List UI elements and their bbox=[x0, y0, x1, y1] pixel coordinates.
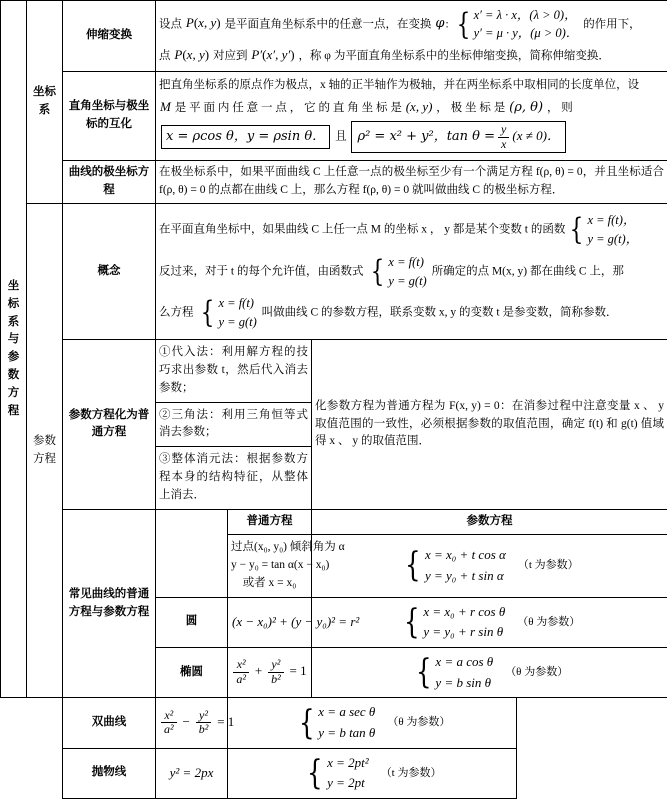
ellipse-param-system bbox=[413, 652, 493, 694]
brace-icon: { bbox=[456, 6, 470, 42]
ellipse-rhs: = 1 bbox=[289, 663, 307, 679]
ellipse-den-1: a² bbox=[233, 672, 249, 687]
boxed2-rhs: (x ≠ 0)． bbox=[512, 127, 560, 143]
scaling-text-2: 是平面直角坐标系中的任意一点，在变换 bbox=[224, 17, 432, 30]
table-row bbox=[1, 510, 667, 535]
curve-name-hyperbola: 双曲线 bbox=[63, 698, 156, 748]
fraction-y-over-x bbox=[498, 123, 509, 152]
brace-icon: { bbox=[298, 702, 315, 743]
cell-polar-convert-content bbox=[156, 71, 667, 160]
curve-parametric-parabola bbox=[228, 748, 517, 798]
fraction-denominator: x bbox=[498, 137, 509, 152]
row-label-concept: 概念 bbox=[63, 204, 156, 339]
ellipse-den-2: b² bbox=[268, 672, 284, 687]
main-title: 坐标系与参数方程 bbox=[1, 1, 27, 698]
curve-parametric-line bbox=[312, 534, 667, 597]
boxed-formula-rect-from-polar: x = ρcos θ，y = ρsin θ． bbox=[161, 125, 330, 149]
point-m-symbol: M bbox=[160, 98, 171, 114]
polar-convert-text-4: ， 则 bbox=[546, 101, 573, 114]
hyperbola-param-system bbox=[296, 702, 376, 744]
concept-sys1-y: y = g(t)， bbox=[587, 232, 639, 247]
ellipse-num-1: x² bbox=[236, 657, 246, 672]
brace-icon: { bbox=[570, 212, 584, 248]
curve-ordinary-parabola bbox=[156, 748, 228, 798]
row-label-scaling: 伸缩变换 bbox=[63, 1, 156, 72]
circle-param-note: （θ 为参数） bbox=[517, 615, 581, 628]
brace-icon: { bbox=[201, 295, 215, 331]
row-label-common-curves: 常见曲线的普通方程与参数方程 bbox=[63, 510, 156, 698]
hyperbola-frac-y bbox=[196, 709, 212, 738]
parabola-param-note: （t 为参数） bbox=[380, 766, 442, 779]
table-row bbox=[1, 339, 667, 509]
brace-icon: { bbox=[405, 545, 421, 586]
method-item: ①代入法：利用解方程的技巧求出参数 t，然后代入消去参数； bbox=[156, 340, 311, 403]
point-p-prime-expr: P′(x′, y′) bbox=[251, 47, 295, 63]
cell-to-ordinary-methods bbox=[156, 339, 312, 509]
table-row bbox=[1, 698, 667, 748]
curve-name-circle: 圆 bbox=[156, 597, 228, 647]
concept-system-1 bbox=[567, 211, 638, 249]
brace-icon: { bbox=[415, 652, 432, 693]
polar-convert-text-2: 是 平 面 内 任 意 一 点 ， 它 的 直 角 坐 标 是 bbox=[174, 101, 402, 114]
table-row bbox=[1, 71, 667, 160]
line-ordinary-3: 或者 x = x₀ bbox=[242, 576, 297, 589]
brace-icon: { bbox=[307, 753, 324, 794]
boxed2-lhs: ρ² = x² + y²，tan θ = bbox=[357, 128, 496, 144]
circle-param-y: y = y₀ + r sin θ bbox=[423, 624, 504, 640]
rect-coords-expr: (x, y) bbox=[405, 98, 433, 114]
curve-name-parabola: 抛物线 bbox=[63, 748, 156, 798]
concept-system-3 bbox=[198, 294, 256, 332]
concept-text-1: 在平面直角坐标中，如果曲线 C 上任一点 M 的坐标 x ， y 都是某个变数 t 的函数 bbox=[159, 223, 566, 236]
brace-icon: { bbox=[403, 602, 420, 643]
concept-text-4: 么方程 bbox=[159, 306, 194, 319]
section-parametric-equation: 参数方程 bbox=[27, 204, 63, 698]
concept-sys2-y: y = g(t) bbox=[388, 273, 427, 288]
circle-param-system bbox=[401, 602, 506, 644]
line-ordinary-1: 过点(x₀, y₀) 倾斜角为 α bbox=[231, 540, 345, 553]
line-param-note: （t 为参数） bbox=[517, 559, 579, 572]
parabola-param-y: y = 2pt bbox=[327, 775, 365, 791]
curve-label-spacer bbox=[1, 748, 63, 798]
hyperbola-den-1: a² bbox=[161, 722, 177, 737]
concept-text-3: 所确定的点 M(x, y) 都在曲线 C 上，那 bbox=[431, 265, 624, 278]
line-param-x: x = x₀ + t cos α bbox=[424, 546, 506, 562]
brace-icon: { bbox=[371, 253, 385, 289]
section-coordinate-system: 坐标系 bbox=[27, 1, 63, 204]
ellipse-operator: + bbox=[254, 663, 263, 679]
polar-convert-text-3: ， 极 坐 标 是 bbox=[436, 101, 506, 114]
ellipse-param-note: （θ 为参数） bbox=[505, 666, 569, 679]
hyperbola-num-1: x² bbox=[164, 707, 174, 722]
phi-symbol: φ bbox=[435, 15, 445, 31]
hyperbola-frac-x bbox=[161, 709, 177, 738]
curve-name-spacer bbox=[156, 510, 228, 598]
parabola-ordinary-eq: y² = 2px bbox=[169, 765, 214, 781]
polar-convert-line-1: 把直角坐标系的原点作为极点，x 轴的正半轴作为极轴，并在两坐标系中取相同的长度单位，设 bbox=[159, 78, 640, 91]
line-param-y: y = y₀ + t sin α bbox=[424, 567, 504, 583]
table-row bbox=[1, 748, 667, 798]
hyperbola-operator: − bbox=[182, 713, 190, 729]
concept-sys2-x: x = f(t) bbox=[388, 254, 424, 269]
circle-param-x: x = x₀ + r cos θ bbox=[423, 603, 506, 619]
hyperbola-param-y: y = b tan θ bbox=[318, 724, 376, 740]
method-item: ③整体消元法：根据参数方程本身的结构特征，从整体上消去． bbox=[159, 453, 308, 501]
ellipse-frac-x bbox=[233, 658, 249, 687]
hyperbola-num-2: y² bbox=[199, 707, 208, 722]
header-ordinary-equation: 普通方程 bbox=[228, 510, 312, 535]
fraction-numerator: y bbox=[501, 121, 507, 136]
scaling-text-1: 设点 bbox=[159, 17, 182, 30]
curve-parametric-circle bbox=[312, 597, 667, 647]
cell-concept-content bbox=[156, 204, 667, 339]
parabola-param-x: x = 2pt² bbox=[327, 754, 369, 770]
polar-coords-expr: (ρ, θ) bbox=[509, 99, 544, 115]
concept-text-2: 反过来，对于 t 的每个允许值，由函数式 bbox=[159, 265, 364, 278]
method-item: ②三角法：利用三角恒等式消去参数； bbox=[156, 403, 311, 447]
circle-ordinary-eq: (x − x₀)² + (y − y₀)² = r² bbox=[232, 614, 360, 630]
cell-scaling-content: 设点 P(x, y) 是平面直角坐标系中的任意一点，在变换 φ: { x′ = λ · x，(λ > 0)， y′ = μ · y，(μ > 0)． 的作用下， 点 P(x, y) 对应到 P′(x′, y′) ，称 φ 为平面直角坐标系中的坐标伸缩变换，简称伸缩变换． bbox=[156, 1, 667, 72]
curve-name-ellipse: 椭圆 bbox=[156, 648, 228, 698]
curve-label-spacer bbox=[1, 698, 63, 748]
row-label-polar-equation: 曲线的极坐标方程 bbox=[63, 160, 156, 204]
ellipse-param-y: y = b sin θ bbox=[435, 674, 492, 690]
scaling-text-4: 点 bbox=[159, 50, 171, 63]
scaling-eq-y: y′ = μ · y，(μ > 0)． bbox=[473, 26, 579, 41]
curve-ordinary-circle bbox=[228, 597, 360, 647]
concept-sys1-x: x = f(t)， bbox=[587, 213, 636, 228]
conjunction-text: 且 bbox=[335, 130, 347, 143]
row-label-to-ordinary bbox=[63, 339, 156, 509]
concept-text-5: 叫做曲线 C 的参数方程，联系变数 x, y 的变数 t 是参变数，简称参数． bbox=[261, 306, 618, 319]
to-ordinary-label-text: 参数方程化为普通方程 bbox=[68, 408, 150, 439]
hyperbola-param-x: x = a sec θ bbox=[318, 704, 376, 720]
line-ordinary-2: y − y₀ = tan α(x − x₀) bbox=[231, 558, 330, 571]
header-parametric-equation: 参数方程 bbox=[312, 510, 667, 535]
scaling-text-5: 对应到 bbox=[212, 50, 248, 63]
cell-to-ordinary-note: 化参数方程为普通方程为 F(x, y) = 0：在消参过程中注意变量 x 、 y 取值范围的一致性，必须根据参数的取值范围，确定 f(t) 和 g(t) 值域得 x 、 y 的取值范围． bbox=[312, 339, 667, 509]
hyperbola-param-note: （θ 为参数） bbox=[387, 716, 451, 729]
ellipse-num-2: y² bbox=[271, 657, 281, 672]
curve-ordinary-ellipse bbox=[228, 648, 312, 698]
point-p-expr-2: P(x, y) bbox=[174, 47, 210, 63]
parabola-param-system bbox=[304, 753, 368, 795]
scaling-text-3: 的作用下， bbox=[583, 17, 641, 30]
boxed-formula-polar-from-rect bbox=[351, 121, 566, 154]
scaling-eq-x: x′ = λ · x，(λ > 0)， bbox=[473, 7, 577, 22]
ellipse-frac-y bbox=[268, 658, 284, 687]
hyperbola-rhs: = 1 bbox=[217, 713, 235, 729]
curve-ordinary-line bbox=[228, 534, 345, 597]
concept-system-2 bbox=[368, 253, 426, 291]
curve-parametric-ellipse bbox=[312, 648, 667, 698]
curve-ordinary-hyperbola bbox=[156, 698, 235, 748]
ellipse-param-x: x = a cos θ bbox=[435, 653, 494, 669]
scaling-system bbox=[454, 6, 579, 44]
table-row bbox=[1, 160, 667, 204]
concept-sys3-y: y = g(t) bbox=[218, 315, 257, 330]
curve-parametric-hyperbola bbox=[228, 698, 517, 748]
table-row bbox=[1, 204, 667, 339]
scaling-text-6: ，称 φ 为平面直角坐标系中的坐标伸缩变换，简称伸缩变换． bbox=[298, 50, 610, 63]
hyperbola-den-2: b² bbox=[196, 722, 212, 737]
line-param-system bbox=[402, 545, 506, 587]
cell-polar-equation-content: 在极坐标系中，如果平面曲线 C 上任意一点的极坐标至少有一个满足方程 f(ρ, θ) = 0，并且坐标适合 f(ρ, θ) = 0 的点都在曲线 C 上，那么方程 f(ρ, θ) = 0 就叫做曲线 C 的极坐标方程． bbox=[156, 160, 667, 204]
concept-sys3-x: x = f(t) bbox=[218, 296, 254, 311]
point-p-expr: P(x, y) bbox=[185, 14, 221, 30]
table-row bbox=[1, 1, 667, 72]
row-label-polar-convert: 直角坐标与极坐标的互化 bbox=[63, 71, 156, 160]
